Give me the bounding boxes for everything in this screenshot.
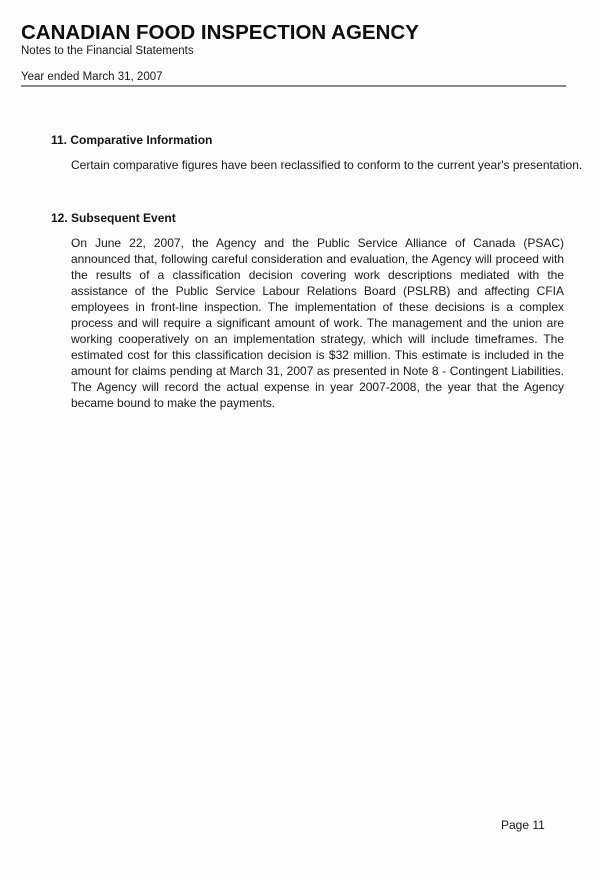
document-subtitle: Notes to the Financial Statements [21, 45, 194, 57]
organization-title: CANADIAN FOOD INSPECTION AGENCY [21, 21, 419, 44]
reporting-period: Year ended March 31, 2007 [21, 71, 163, 83]
section-body: On June 22, 2007, the Agency and the Public Service Alliance of Canada (PSAC) announced that, following careful consideration and evaluation, the Agency will proceed with the results of a classification decision covering work descriptions mediated with the assistance of the Public Service Labour Relations Board (PSLRB) and affecting CFIA employees in front-line inspection. The implementation of these decisions is a complex process and will require a significant amount of work. The management and the union are working cooperatively on an implementation strategy, which will include timeframes. The estimated cost for this classification decision is $32 million. This estimate is included in the amount for claims pending at March 31, 2007 as presented in Note 8 - Contingent Liabilities. The Agency will record the actual expense in year 2007-2008, the year that the Agency became bound to make the payments. [71, 236, 564, 410]
note-comparative-information [51, 133, 583, 173]
page-number: Page 11 [501, 818, 545, 832]
section-body: Certain comparative figures have been reclassified to conform to the current year's presentation. [71, 158, 583, 172]
section-heading: 11. Comparative Information [51, 133, 213, 147]
document-header [21, 22, 567, 84]
header-divider [21, 85, 566, 87]
section-heading: 12. Subsequent Event [51, 211, 176, 225]
note-subsequent-event [51, 211, 565, 411]
